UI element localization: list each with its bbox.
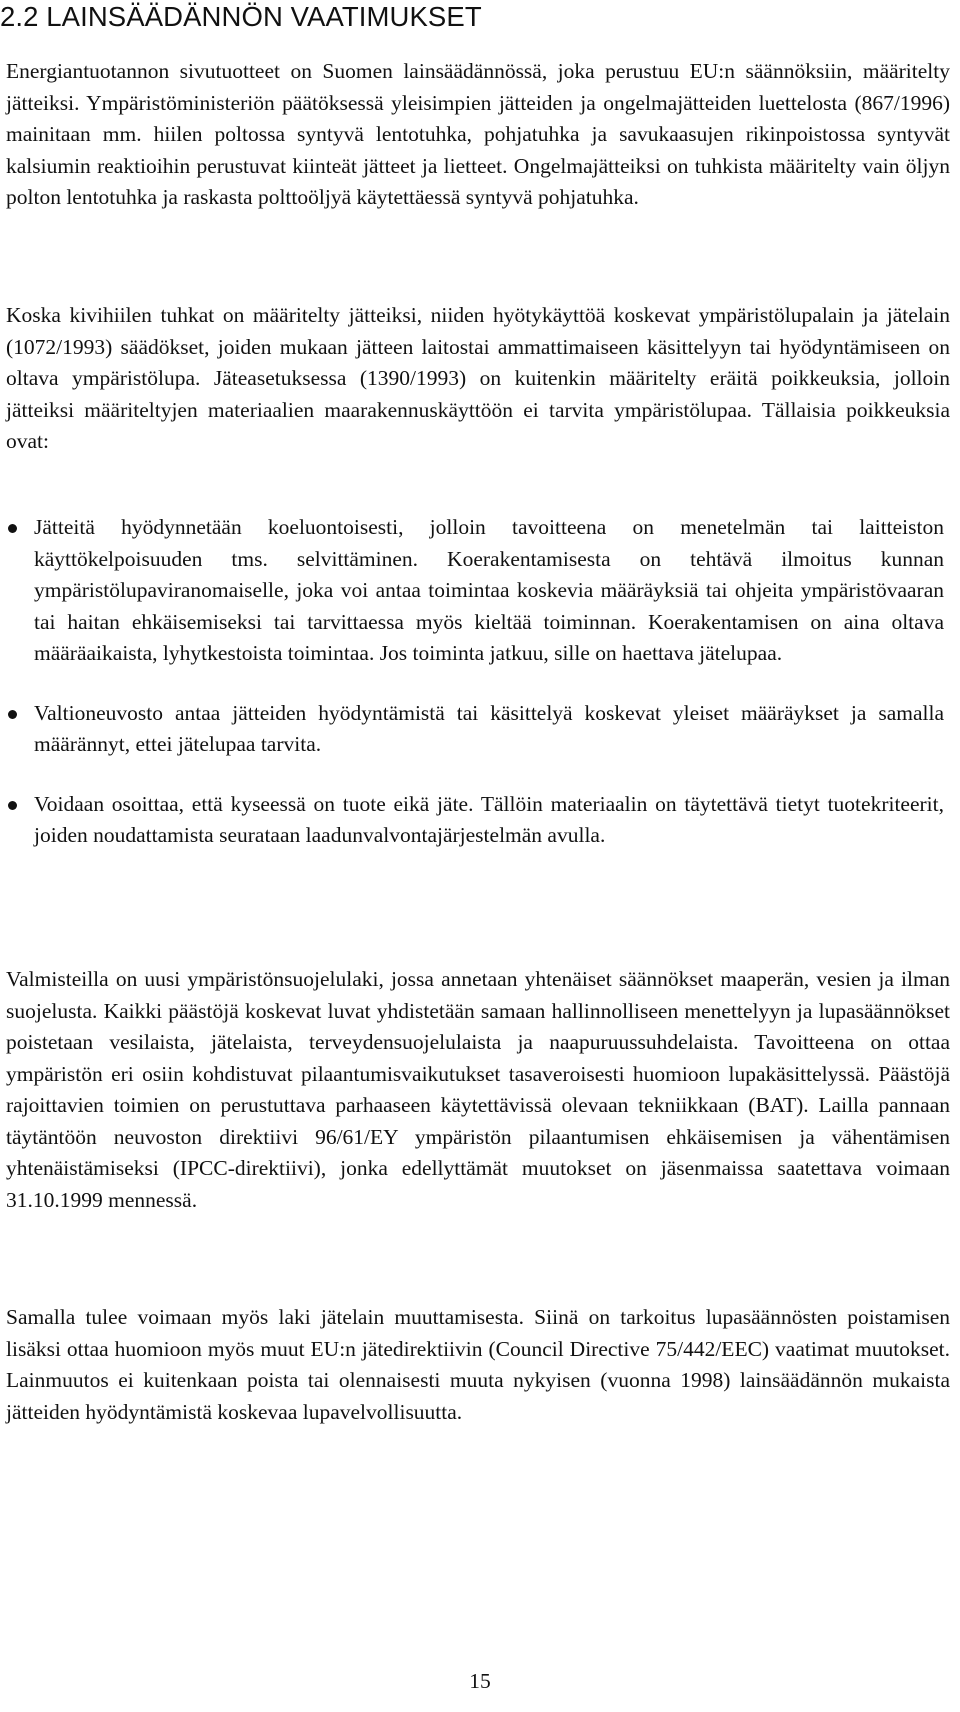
- list-item-text: Valtioneuvosto antaa jätteiden hyödyntämistä tai käsittelyä koskevat yleiset määräykset ja samalla määrännyt, ettei jätelupaa tarvita.: [34, 700, 944, 756]
- list-item: [0, 698, 950, 761]
- paragraph-2: Koska kivihiilen tuhkat on määritelty jätteiksi, niiden hyötykäyttöä koskevat ympäristölupalain ja jätelain (1072/1993) säädökset, joiden mukaan jätteen laitostai ammattimaiseen käsittelyyn tai hyödyntämiseen on oltava ympäristölupa. Jäteasetuksessa (1390/1993) on kuitenkin määritelty eräitä poikkeuksia, jolloin jätteiksi määriteltyjen materiaalien maarakennuskäyttöön ei tarvita ympäristölupaa. Tällaisia poikkeuksia ovat:: [6, 303, 950, 453]
- page-number: 15: [469, 1669, 491, 1693]
- paragraph-4: Samalla tulee voimaan myös laki jätelain muuttamisesta. Siinä on tarkoitus lupasäännösten poistamisen lisäksi ottaa huomioon myös muut EU:n jätedirektiivin (Council Directive 75/442/EEC) vaatimat muutokset. Lainmuutos ei kuitenkaan poista tai olennaisesti muuta nykyisen (vuonna 1998) lainsäädännön mukaista jätteiden hyödyntämistä koskevaa lupavelvollisuutta.: [6, 1305, 950, 1424]
- list-item: [0, 512, 950, 670]
- paragraph-1: Energiantuotannon sivutuotteet on Suomen lainsäädännössä, joka perustuu EU:n säännöksiin, määritelty jätteiksi. Ympäristöministeriön päätöksessä yleisimpien jätteiden ja ongelmajätteiden luettelosta (867/1996) mainitaan mm. hiilen poltossa syntyvä lentotuhka, pohjatuhka ja savukaasujen rikinpoistossa syntyvät kalsiumin reaktioihin perustuvat kiinteät jätteet ja lietteet. Ongelmajätteiksi on tuhkista määritelty vain öljyn polton lentotuhka ja raskasta polttoöljyä käytettäessä syntyvä pohjatuhka.: [6, 59, 950, 209]
- section-heading: 2.2 LAINSÄÄDÄNNÖN VAATIMUKSET: [0, 1, 482, 32]
- bullet-icon: [8, 710, 17, 719]
- bullet-icon: [8, 524, 17, 533]
- list-item-text: Voidaan osoittaa, että kyseessä on tuote eikä jäte. Tällöin materiaalin on täytettävä tietyt tuotekriteerit, joiden noudattamista seurataan laadunvalvontajärjestelmän avulla.: [34, 791, 944, 847]
- list-item: [0, 789, 950, 852]
- exceptions-list: [0, 512, 950, 852]
- paragraph-3: Valmisteilla on uusi ympäristönsuojelulaki, jossa annetaan yhtenäiset säännökset maaperän, vesien ja ilman suojelusta. Kaikki päästöjä koskevat luvat yhdistetään samaan hallinnolliseen menettelyyn ja lupasäännökset poistetaan vesilaista, jätelaista, terveydensuojelulaista ja naapuruussuhdelaista. Tavoitteena on ottaa ympäristön eri osiin kohdistuvat pilaantumisvaikutukset tasaveroisesti huomioon lupakäsittelyssä. Päästöjä rajoittavien toimien on perustuttava parhaaseen käytettävissä olevaan tekniikkaan (BAT). Lailla pannaan täytäntöön neuvoston direktiivi 96/61/EY ympäristön pilaantumisen ehkäisemisen ja vähentämisen yhtenäistämiseksi (IPCC-direktiivi), jonka edellyttämät muutokset on jäsenmaissa saatettava voimaan 31.10.1999 mennessä.: [6, 967, 950, 1212]
- list-item-text: Jätteitä hyödynnetään koeluontoisesti, jolloin tavoitteena on menetelmän tai laitteiston käyttökelpoisuuden tms. selvittäminen. Koerakentamisesta on tehtävä ilmoitus kunnan ympäristölupaviranomaiselle, joka voi antaa toimintaa koskevia määräyksiä tai ohjeita ympäristövaaran tai haitan ehkäisemiseksi tai tarvittaessa myös kieltää toiminnan. Koerakentamisen on aina oltava määräaikaista, lyhytkestoista toimintaa. Jos toiminta jatkuu, sille on haettava jätelupaa.: [34, 515, 944, 665]
- bullet-icon: [8, 801, 17, 810]
